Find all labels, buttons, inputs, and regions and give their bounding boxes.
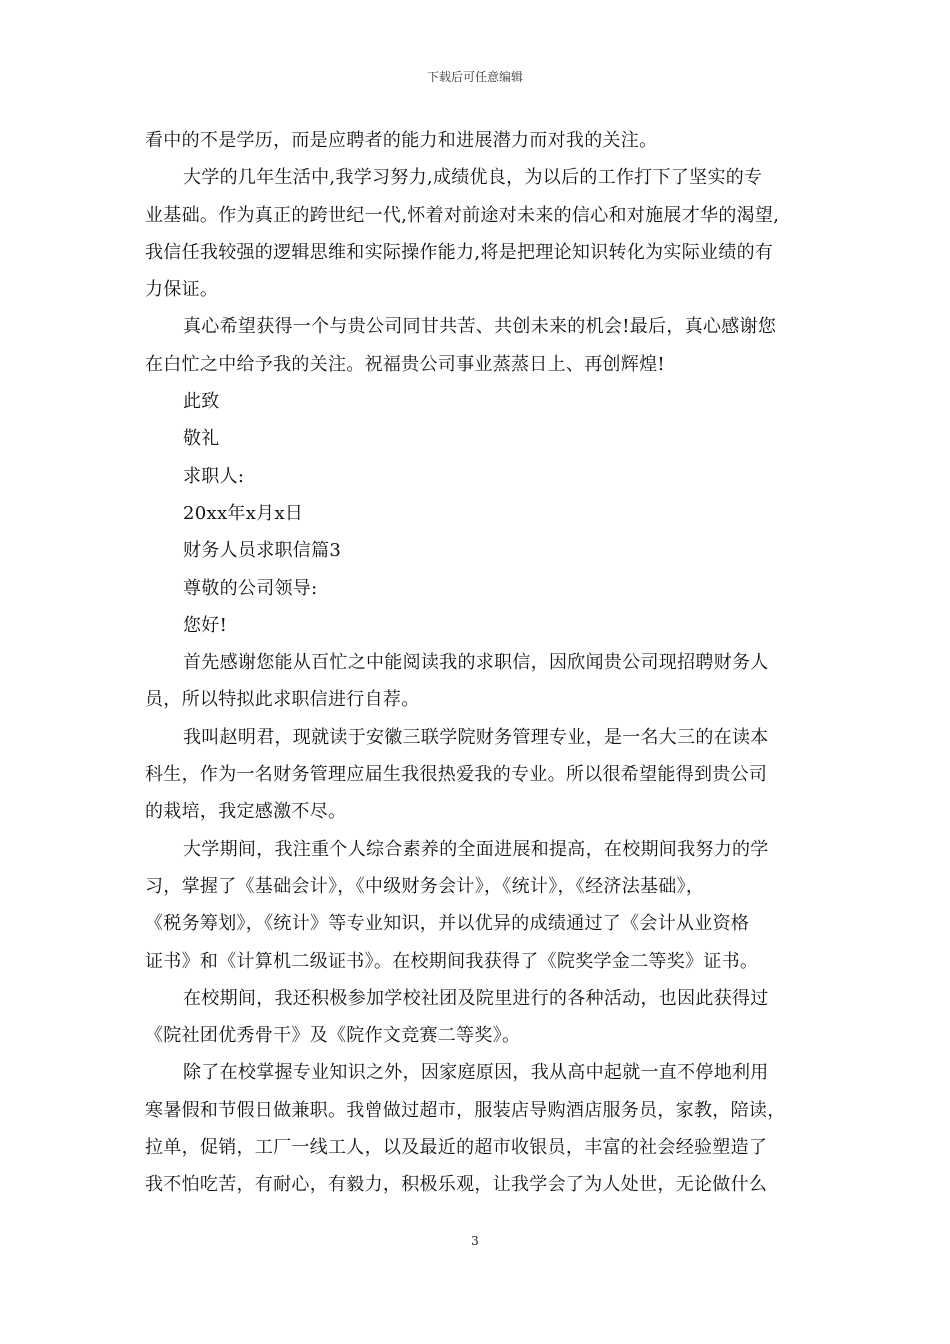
text-line: 财务人员求职信篇3 [183, 540, 342, 562]
text-line: 《税务筹划》，《统计》等专业知识，并以优异的成绩通过了《会计从业资格 [145, 913, 750, 935]
text-line: 的栽培，我定感激不尽。 [145, 801, 347, 823]
text-line: 在校期间，我还积极参加学校社团及院里进行的各种活动，也因此获得过 [183, 987, 769, 1009]
text-line: 我叫赵明君，现就读于安徽三联学院财务管理专业，是一名大三的在读本 [183, 726, 769, 748]
text-line: 此致 [183, 391, 220, 413]
page-number: 3 [471, 1234, 479, 1248]
text-line: 在白忙之中给予我的关注。祝福贵公司事业蒸蒸日上、再创辉煌! [145, 353, 665, 375]
text-line: 业基础。作为真正的跨世纪一代,怀着对前途对未来的信心和对施展才华的渴望, [145, 204, 780, 226]
text-line: 除了在校掌握专业知识之外，因家庭原因，我从高中起就一直不停地利用 [183, 1062, 769, 1084]
text-line: 尊敬的公司领导: [183, 577, 318, 599]
text-line: 《院社团优秀骨干》及《院作文竞赛二等奖》。 [145, 1025, 521, 1047]
text-line: 敬礼 [183, 428, 220, 450]
page-header: 下载后可任意编辑 [426, 70, 523, 84]
document-body [145, 122, 807, 1204]
text-line: 大学期间，我注重个人综合素养的全面进展和提高，在校期间我努力的学 [183, 838, 769, 860]
text-line: 力保证。 [145, 279, 219, 301]
text-line: 科生，作为一名财务管理应届生我很热爱我的专业。所以很希望能得到贵公司 [145, 764, 768, 786]
text-line: 证书》和《计算机二级证书》。在校期间我获得了《院奖学金二等奖》证书。 [145, 950, 759, 972]
text-line: 拉单，促销，工厂一线工人，以及最近的超市收银员，丰富的社会经验塑造了 [145, 1137, 768, 1159]
text-line: 您好! [183, 614, 228, 636]
text-line: 寒暑假和节假日做兼职。我曾做过超市，服装店导购酒店服务员，家教，陪读， [145, 1099, 786, 1121]
text-line: 习，掌握了《基础会计》，《中级财务会计》，《统计》，《经济法基础》， [145, 875, 705, 897]
text-line: 大学的几年生活中,我学习努力,成绩优良，为以后的工作打下了坚实的专 [183, 167, 763, 189]
text-line: 真心希望获得一个与贵公司同甘共苦、共创未来的机会!最后，真心感谢您 [183, 316, 777, 338]
text-line: 20xx年x月x日 [183, 502, 304, 524]
text-line: 求职人: [183, 465, 245, 487]
text-line: 首先感谢您能从百忙之中能阅读我的求职信，因欣闻贵公司现招聘财务人 [183, 652, 769, 674]
text-line: 我信任我较强的逻辑思维和实际操作能力,将是把理论知识转化为实际业绩的有 [145, 241, 774, 263]
text-line: 我不怕吃苦，有耐心，有毅力，积极乐观，让我学会了为人处世，无论做什么 [145, 1174, 768, 1196]
text-line: 看中的不是学历，而是应聘者的能力和进展潜力而对我的关注。 [145, 130, 658, 151]
text-line: 员，所以特拟此求职信进行自荐。 [145, 689, 420, 711]
